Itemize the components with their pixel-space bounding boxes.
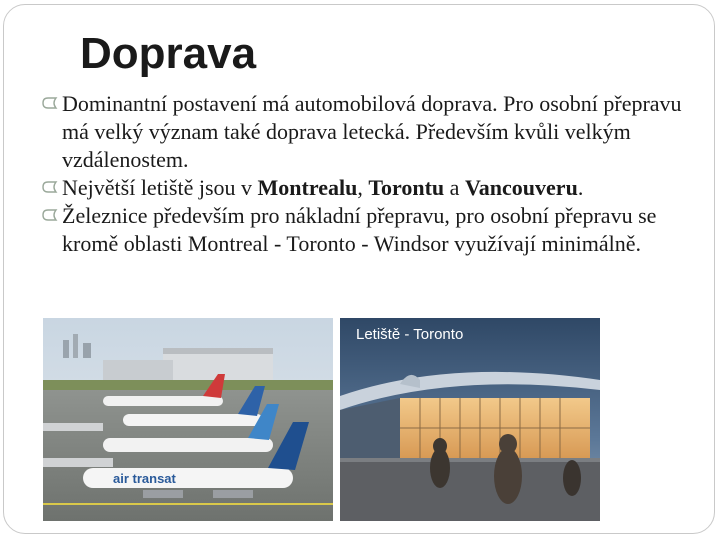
city-toronto: Torontu [368, 175, 445, 200]
city-montreal: Montrealu [257, 175, 358, 200]
bullet-icon [42, 96, 58, 110]
bullet-item [40, 90, 700, 174]
bullet-text-suffix: . [577, 175, 584, 200]
slide-title: Doprava [80, 29, 257, 78]
bullet-list [40, 90, 700, 258]
bullet-text-prefix: Největší letiště jsou v [62, 175, 258, 200]
separator: , [357, 175, 369, 200]
terminal-photo [340, 318, 600, 521]
bullet-item [40, 202, 700, 258]
bullet-text: Dominantní postavení má automobilová doprava. Pro osobní přepravu má velký význam také doprava letecká. Především kvůli velkým vzdálenostem. [62, 91, 682, 172]
airport-photo-illustration [43, 318, 333, 521]
bullet-icon [42, 180, 58, 194]
terminal-photo-illustration [340, 318, 600, 521]
bullet-item [40, 174, 700, 202]
bullet-icon [42, 208, 58, 222]
image-caption: Letiště - Toronto [356, 326, 464, 343]
airport-photo [43, 318, 333, 521]
bullet-text: Železnice především pro nákladní přepravu, pro osobní přepravu se kromě oblasti Montreal - Toronto - Windsor využívají minimálně. [62, 203, 657, 256]
city-vancouver: Vancouveru [464, 175, 578, 200]
separator: a [444, 175, 465, 200]
airplane-livery-text: air transat [113, 471, 176, 486]
